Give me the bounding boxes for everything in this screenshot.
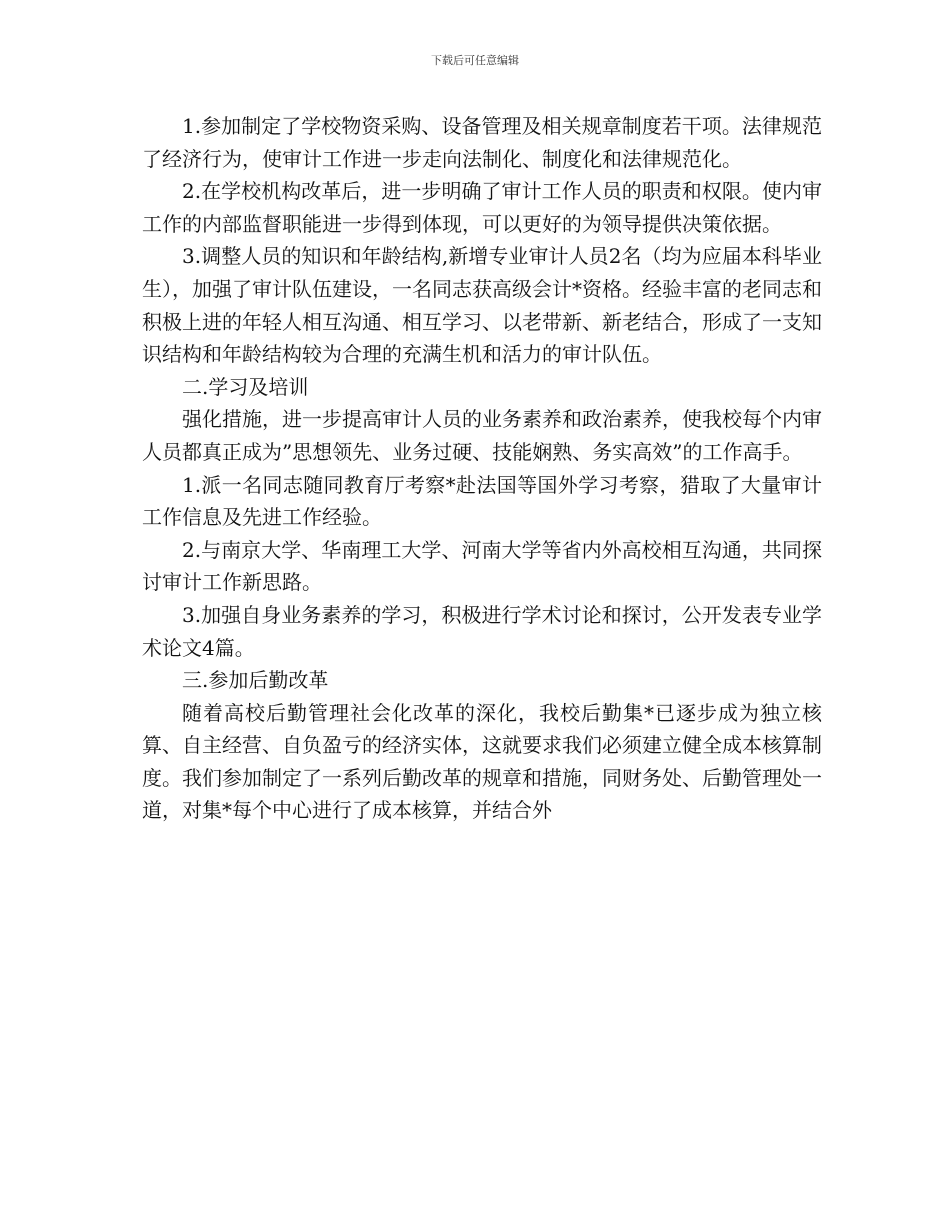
paragraph-measures: 强化措施，进一步提高审计人员的业务素养和政治素养，使我校每个内审人员都真正成为”思想领先、业务过硬、技能娴熟、务实高效”的工作高手。: [142, 407, 822, 464]
paragraph-study-1: 1.派一名同志随同教育厅考察*赴法国等国外学习考察，猎取了大量审计工作信息及先进工作经验。: [142, 472, 822, 530]
paragraph-item-1: 1.参加制定了学校物资采购、设备管理及相关规章制度若干项。法律规范了经济行为，使审计工作进一步走向法制化、制度化和法律规范化。: [142, 114, 822, 171]
section-heading-logistics-reform: 三.参加后勤改革: [182, 668, 329, 693]
paragraph-item-2: 2.在学校机构改革后，进一步明确了审计工作人员的职责和权限。使内审工作的内部监督职能进一步得到体现，可以更好的为领导提供决策依据。: [142, 179, 822, 236]
paragraph-study-2: 2.与南京大学、华南理工大学、河南大学等省内外高校相互沟通，共同探讨审计工作新思路。: [142, 537, 822, 595]
section-heading-study-training: 二.学习及培训: [182, 374, 309, 399]
paragraph-logistics: 随着高校后勤管理社会化改革的深化，我校后勤集*已逐步成为独立核算、自主经营、自负盈亏的经济实体，这就要求我们必须建立健全成本核算制度。我们参加制定了一系列后勤改革的规章和措施，同财务处、后勤管理处一道，对集*每个中心进行了成本核算，并结合外: [142, 700, 822, 823]
paragraph-item-3: 3.调整人员的知识和年龄结构,新增专业审计人员2名（均为应届本科毕业生），加强了审计队伍建设，一名同志获高级会计*资格。经验丰富的老同志和积极上进的年轻人相互沟通、相互学习、以老带新、新老结合，形成了一支知识结构和年龄结构较为合理的充满生机和活力的审计队伍。: [142, 244, 822, 367]
page-header: 下载后可任意编辑: [431, 54, 519, 67]
document-body: [142, 110, 822, 827]
paragraph-study-3: 3.加强自身业务素养的学习，积极进行学术讨论和探讨，公开发表专业学术论文4篇。: [142, 602, 822, 660]
